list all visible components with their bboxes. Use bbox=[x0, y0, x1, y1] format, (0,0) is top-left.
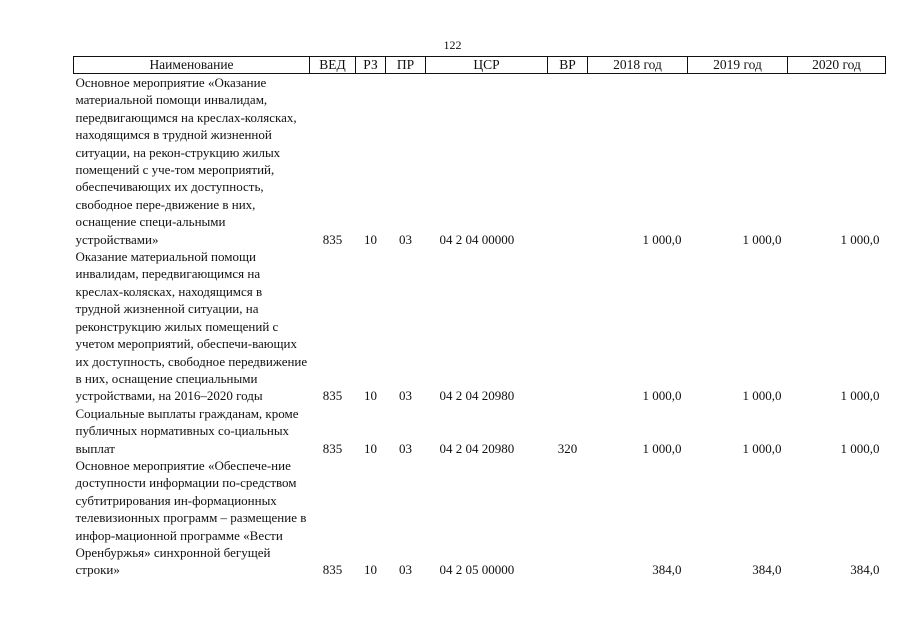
row-csr: 04 2 04 20980 bbox=[439, 440, 515, 456]
row-vr bbox=[548, 457, 588, 579]
row-pr: 03 bbox=[399, 388, 412, 404]
row-2019: 1 000,0 bbox=[742, 231, 782, 247]
header-name: Наименование bbox=[74, 57, 310, 74]
header-2020: 2020 год bbox=[788, 57, 886, 74]
row-2019: 1 000,0 bbox=[742, 440, 782, 456]
row-ved: 835 bbox=[322, 562, 343, 578]
row-csr: 04 2 04 00000 bbox=[439, 231, 515, 247]
table-row bbox=[74, 405, 886, 457]
row-2019: 1 000,0 bbox=[742, 388, 782, 404]
header-row bbox=[74, 57, 886, 74]
row-ved: 835 bbox=[322, 388, 343, 404]
table-row bbox=[74, 74, 886, 249]
header-pr: ПР bbox=[386, 57, 426, 74]
row-vr bbox=[548, 248, 588, 405]
row-rz: 10 bbox=[364, 440, 377, 456]
row-name: Основное мероприятие «Оказание материальной помощи инвалидам, передвигающимся на креслах-колясках, находящимся в трудной жизненной ситуации, на рекон-струкцию жилых помещений с уче-том мероприятий, обеспечивающих их доступность, свободное пере-движение в них, оснащение специ-альными устройствами» bbox=[75, 75, 297, 247]
table-row bbox=[74, 248, 886, 405]
row-csr: 04 2 04 20980 bbox=[439, 388, 515, 404]
row-ved: 835 bbox=[322, 231, 343, 247]
row-name: Основное мероприятие «Обеспече-ние доступности информации по-средством субтитрирования ин-формационных телевизионных программ – размещение в инфор-мационной программе «Вести Оренбуржья» синхронной бегущей строки» bbox=[75, 457, 307, 578]
row-2020: 1 000,0 bbox=[840, 440, 880, 456]
row-2020: 1 000,0 bbox=[840, 231, 880, 247]
row-vr bbox=[548, 74, 588, 249]
page-number: 122 bbox=[443, 38, 462, 52]
row-2020: 384,0 bbox=[850, 562, 880, 578]
header-ved: ВЕД bbox=[310, 57, 356, 74]
row-pr: 03 bbox=[399, 440, 412, 456]
row-2018: 1 000,0 bbox=[642, 388, 682, 404]
row-2018: 384,0 bbox=[652, 562, 682, 578]
row-pr: 03 bbox=[399, 231, 412, 247]
header-csr: ЦСР bbox=[426, 57, 548, 74]
row-rz: 10 bbox=[364, 562, 377, 578]
row-2018: 1 000,0 bbox=[642, 231, 682, 247]
row-2019: 384,0 bbox=[752, 562, 782, 578]
row-2018: 1 000,0 bbox=[642, 440, 682, 456]
row-pr: 03 bbox=[399, 562, 412, 578]
table-row bbox=[74, 457, 886, 579]
header-vr: ВР bbox=[548, 57, 588, 74]
header-2018: 2018 год bbox=[588, 57, 688, 74]
row-2020: 1 000,0 bbox=[840, 388, 880, 404]
row-rz: 10 bbox=[364, 231, 377, 247]
row-csr: 04 2 05 00000 bbox=[439, 562, 515, 578]
header-rz: РЗ bbox=[356, 57, 386, 74]
row-name: Оказание материальной помощи инвалидам, передвигающимся на креслах-колясках, находящимся в трудной жизненной ситуации, на реконструкцию жилых помещений с учетом мероприятий, обеспечи-вающих их доступность, свободное передвижение в них, оснащение специальными устройствами, на 2016–2020 годы bbox=[75, 249, 308, 404]
row-vr: 320 bbox=[557, 440, 578, 456]
row-ved: 835 bbox=[322, 440, 343, 456]
row-rz: 10 bbox=[364, 388, 377, 404]
header-2019: 2019 год bbox=[688, 57, 788, 74]
budget-table bbox=[73, 56, 886, 579]
row-name: Социальные выплаты гражданам, кроме публичных нормативных со-циальных выплат bbox=[75, 405, 299, 456]
